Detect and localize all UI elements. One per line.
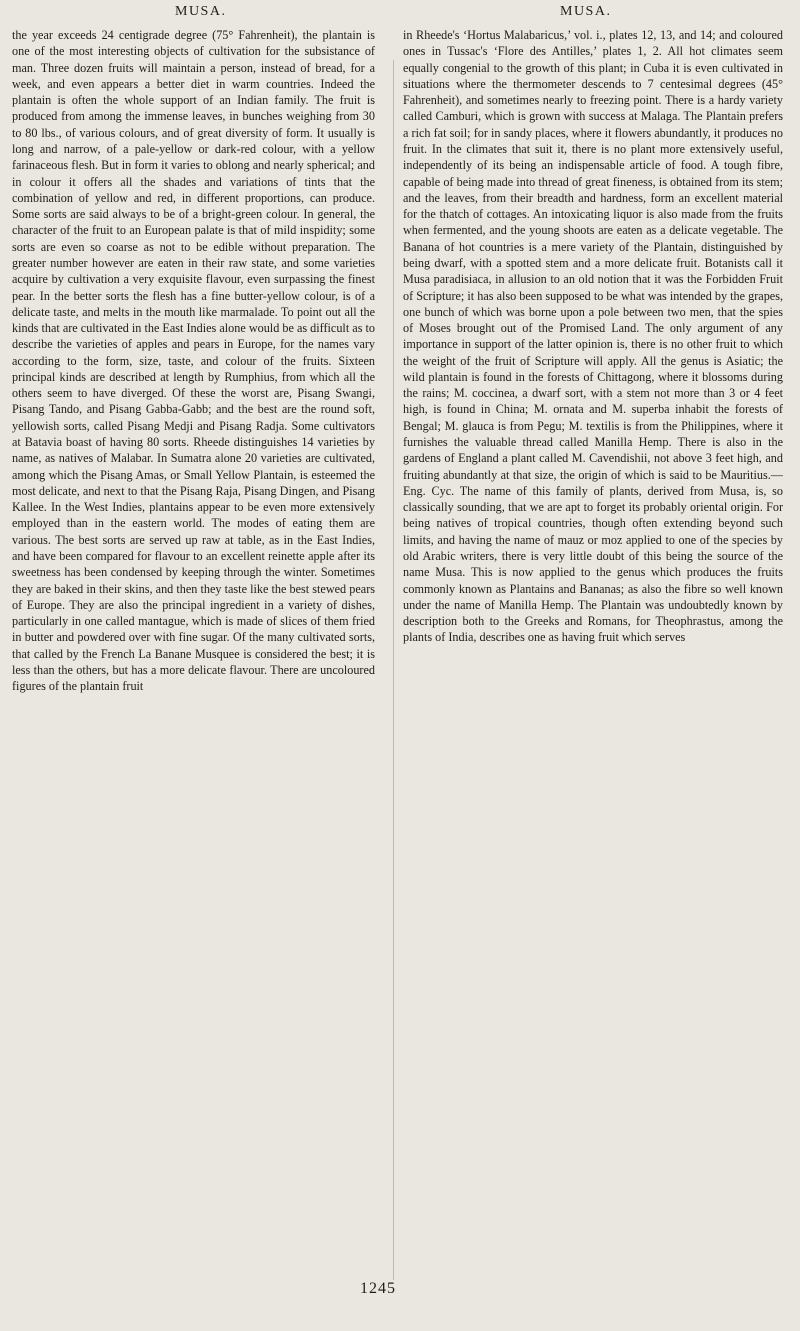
left-column-text: the year exceeds 24 centigrade degree (75° Fahrenheit), the plantain is one of the most interesting objects of cultivation for the subsistance of man. Three dozen fruits will maintain a person, instead of bread, for a week, and even appears a better diet in warm countries. Indeed the plantain is often the whole support of an Indian family. The fruit is produced from among the immense leaves, in bunches weighing from 30 to 80 lbs., of various colours, and of great diversity of form. It usually is long and narrow, of a pale-yellow or dark-red colour, with a yellow farinaceous flesh. But in form it varies to oblong and nearly spherical; and in colour it offers all the shades and variations of tints that the combination of yellow and red, in different proportions, can produce. Some sorts are said always to be of a bright-green colour. In general, the character of the fruit to an European palate is that of mild inspidity; some sorts are even so coarse as not to be edible without preparation. The greater number however are eaten in their raw state, and some varieties acquire by cultivation a very exquisite flavour, even surpassing the finest pear. In the better sorts the flesh has a fine butter-yellow colour, is of a delicate taste, and melts in the mouth like marmalade. To point out all the kinds that are cultivated in the East Indies alone would be as difficult as to describe the varieties of apples and pears in Europe, for the names vary according to the form, size, taste, and colour of the fruits. Sixteen principal kinds are described at length by Rumphius, from which all the others seem to have diverged. Of these the worst are, Pisang Swangi, Pisang Tando, and Pisang Gabba-Gabb; and the best are the round soft, yellowish sorts, called Pisang Medji and Pisang Radja. Some cultivators at Batavia boast of having 80 sorts. Rheede distinguishes 14 varieties by name, as natives of Malabar. In Sumatra alone 20 varieties are cultivated, among which the Pisang Amas, or Small Yellow Plantain, is esteemed the most delicate, and next to that the Pisang Raja, Pisang Dingen, and Pisang Kallee. In the West Indies, plantains appear to be even more extensively employed than in the eastern world. The modes of eating them are various. The best sorts are served up raw at table, as in the East Indies, and have been compared for flavour to an excellent reinette apple after its sweetness has been condensed by keeping through the winter. Sometimes they are baked in their skins, and then they taste like the best stewed pears of Europe. They are also the principal ingredient in a variety of dishes, particularly in one called mantague, which is made of slices of them fried in butter and powdered over with fine sugar. Of the many cultivated sorts, that called by the French La Banane Musquee is considered the best; it is less than the others, but has a more delicate flavour. There are uncoloured figures of the plantain fruit bbox=[12, 28, 375, 694]
right-column bbox=[403, 27, 783, 1277]
running-header-left: MUSA. bbox=[175, 4, 227, 19]
left-column bbox=[12, 27, 375, 1277]
running-header-right: MUSA. bbox=[560, 4, 612, 19]
column-divider bbox=[393, 60, 394, 1280]
page-number: 1245 bbox=[360, 1280, 396, 1297]
right-column-text: in Rheede's ‘Hortus Malabaricus,’ vol. i., plates 12, 13, and 14; and coloured ones in Tussac's ‘Flore des Antilles,’ plates 1, 2. All hot climates seem equally congenial to the growth of this plant; in Cuba it is even cultivated in situations where the thermometer descends to 7 centesimal degrees (45° Fahrenheit), and sometimes nearly to freezing point. There is a hardy variety called Camburi, which is grown with success at Malaga. The Plantain prefers a rich fat soil; for in sandy places, where it flowers abundantly, it produces no fruit. In the climates that suit it, there is no plant more extensively useful, independently of its being an indispensable article of food. A tough fibre, capable of being made into thread of great fineness, is obtained from its stem; and the leaves, from their breadth and hardness, form an excellent material for the thatch of cottages. An intoxicating liquor is also made from the fruits when fermented, and the young shoots are eaten as a delicate vegetable. The Banana of hot countries is a mere variety of the Plantain, distinguished by being dwarf, with a spotted stem and a more delicate fruit. Botanists call it Musa paradisiaca, in allusion to an old notion that it was the Forbidden Fruit of Scripture; it has also been supposed to be what was intended by the grapes, one bunch of which was borne upon a pole between two men, that the spies of Moses brought out of the Promised Land. The only argument of any importance in support of the latter opinion is, there is no other fruit to which the weight of the fruit of Scripture will apply. All the genus is Asiatic; the wild plantain is found in the forests of Chittagong, where it blossoms during the rains; M. coccinea, a dwarf sort, with a stem not more than 3 or 4 feet high, is found in China; M. ornata and M. superba inhabit the forests of Bengal; M. glauca is from Pegu; M. textilis is from the Philippines, where it furnishes the valuable thread called Manilla Hemp. There is also in the gardens of England a plant called M. Cavendishii, not above 3 feet high, and fruiting abundantly at that size, the origin of which is said to be Mauritius.—Eng. Cyc. The name of this family of plants, derived from Musa, is, so classically sounding, that we are apt to forget its probably oriental origin. For being natives of tropical countries, though often extending beyond such limits, and having the name of mauz or moz applied to one of the species by old Arabic writers, there is very little doubt of this being the source of the name Musa. This is now applied to the genus which produces the fruits commonly known as Plantains and Bananas; as also the fibre so well known under the name of Manilla Hemp. The Plantain was undoubtedly known by description both to the Greeks and Romans, for Theophrastus, among the plants of India, describes one as having fruit which serves bbox=[403, 28, 783, 645]
